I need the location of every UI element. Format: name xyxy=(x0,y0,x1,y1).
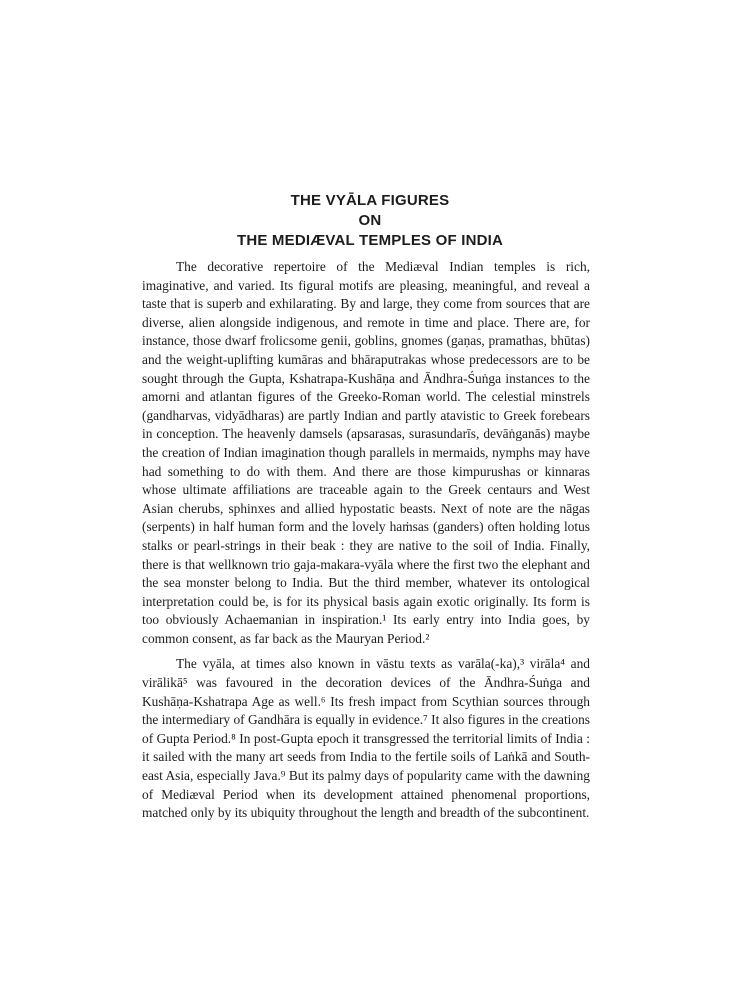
article-body xyxy=(142,258,590,823)
title-line-2: ON xyxy=(358,212,382,229)
paragraph-1: The decorative repertoire of the Mediæval Indian temples is rich, imaginative, and varied. Its figural motifs are pleasing, meaningful, and reveal a taste that is superb and exhilarating. By and large, they come from sources that are diverse, alien alongside indigenous, and remote in time and place. There are, for instance, those dwarf frolicsome genii, goblins, gnomes (gaṇas, pramathas, bhūtas) and the weight-uplifting kumāras and bhāraputrakas whose predecessors are to be sought through the Gupta, Kshatrapa-Kushāṇa and Āndhra-Śuṅga instances to the amorni and atlantan figures of the Greeko-Roman world. The celestial minstrels (gandharvas, vidyādharas) are partly Indian and partly atavistic to Greek forebears in conception. The heavenly damsels (apsarasas, surasundarīs, devāṅganās) maybe the creation of Indian imagination though parallels in mermaids, nymphs may have had something to do with them. And there are those kimpurushas or kinnaras whose ultimate affiliations are traceable again to the Greek centaurs and West Asian cherubs, sphinxes and allied hypostatic beasts. Next of note are the nāgas (serpents) in half human form and the lovely haṁsas (ganders) often holding lotus stalks or pearl-strings in their beak : they are native to the soil of India. Finally, there is that wellknown trio gaja-makara-vyāla where the first two the elephant and the sea monster belong to India. But the third member, whatever its ontological interpretation could be, is for its physical basis again exotic originally. Its form is too obviously Achaemanian in inspiration.¹ Its early entry into India goes, by common consent, as far back as the Mauryan Period.² xyxy=(142,259,590,646)
paragraph-2: The vyāla, at times also known in vāstu texts as varāla(-ka),³ virāla⁴ and virālikā⁵ was favoured in the decoration devices of the Āndhra-Śuṅga and Kushāṇa-Kshatrapa Age as well.⁶ Its fresh impact from Scythian sources through the intermediary of Gandhāra is equally in evidence.⁷ It also figures in the creations of Gupta Period.⁸ In post-Gupta epoch it transgressed the territorial limits of India : it sailed with the many art seeds from India to the fertile soils of Laṅkā and South-east Asia, especially Java.⁹ But its palmy days of popularity came with the dawning of Mediæval Period when its development attained phenomenal proportions, matched only by its ubiquity throughout the length and breadth of the subcontinent. xyxy=(142,656,590,821)
title-line-1: THE VYĀLA FIGURES xyxy=(290,192,450,209)
article-title xyxy=(160,191,580,251)
title-line-3: THE MEDIÆVAL TEMPLES OF INDIA xyxy=(236,232,504,249)
